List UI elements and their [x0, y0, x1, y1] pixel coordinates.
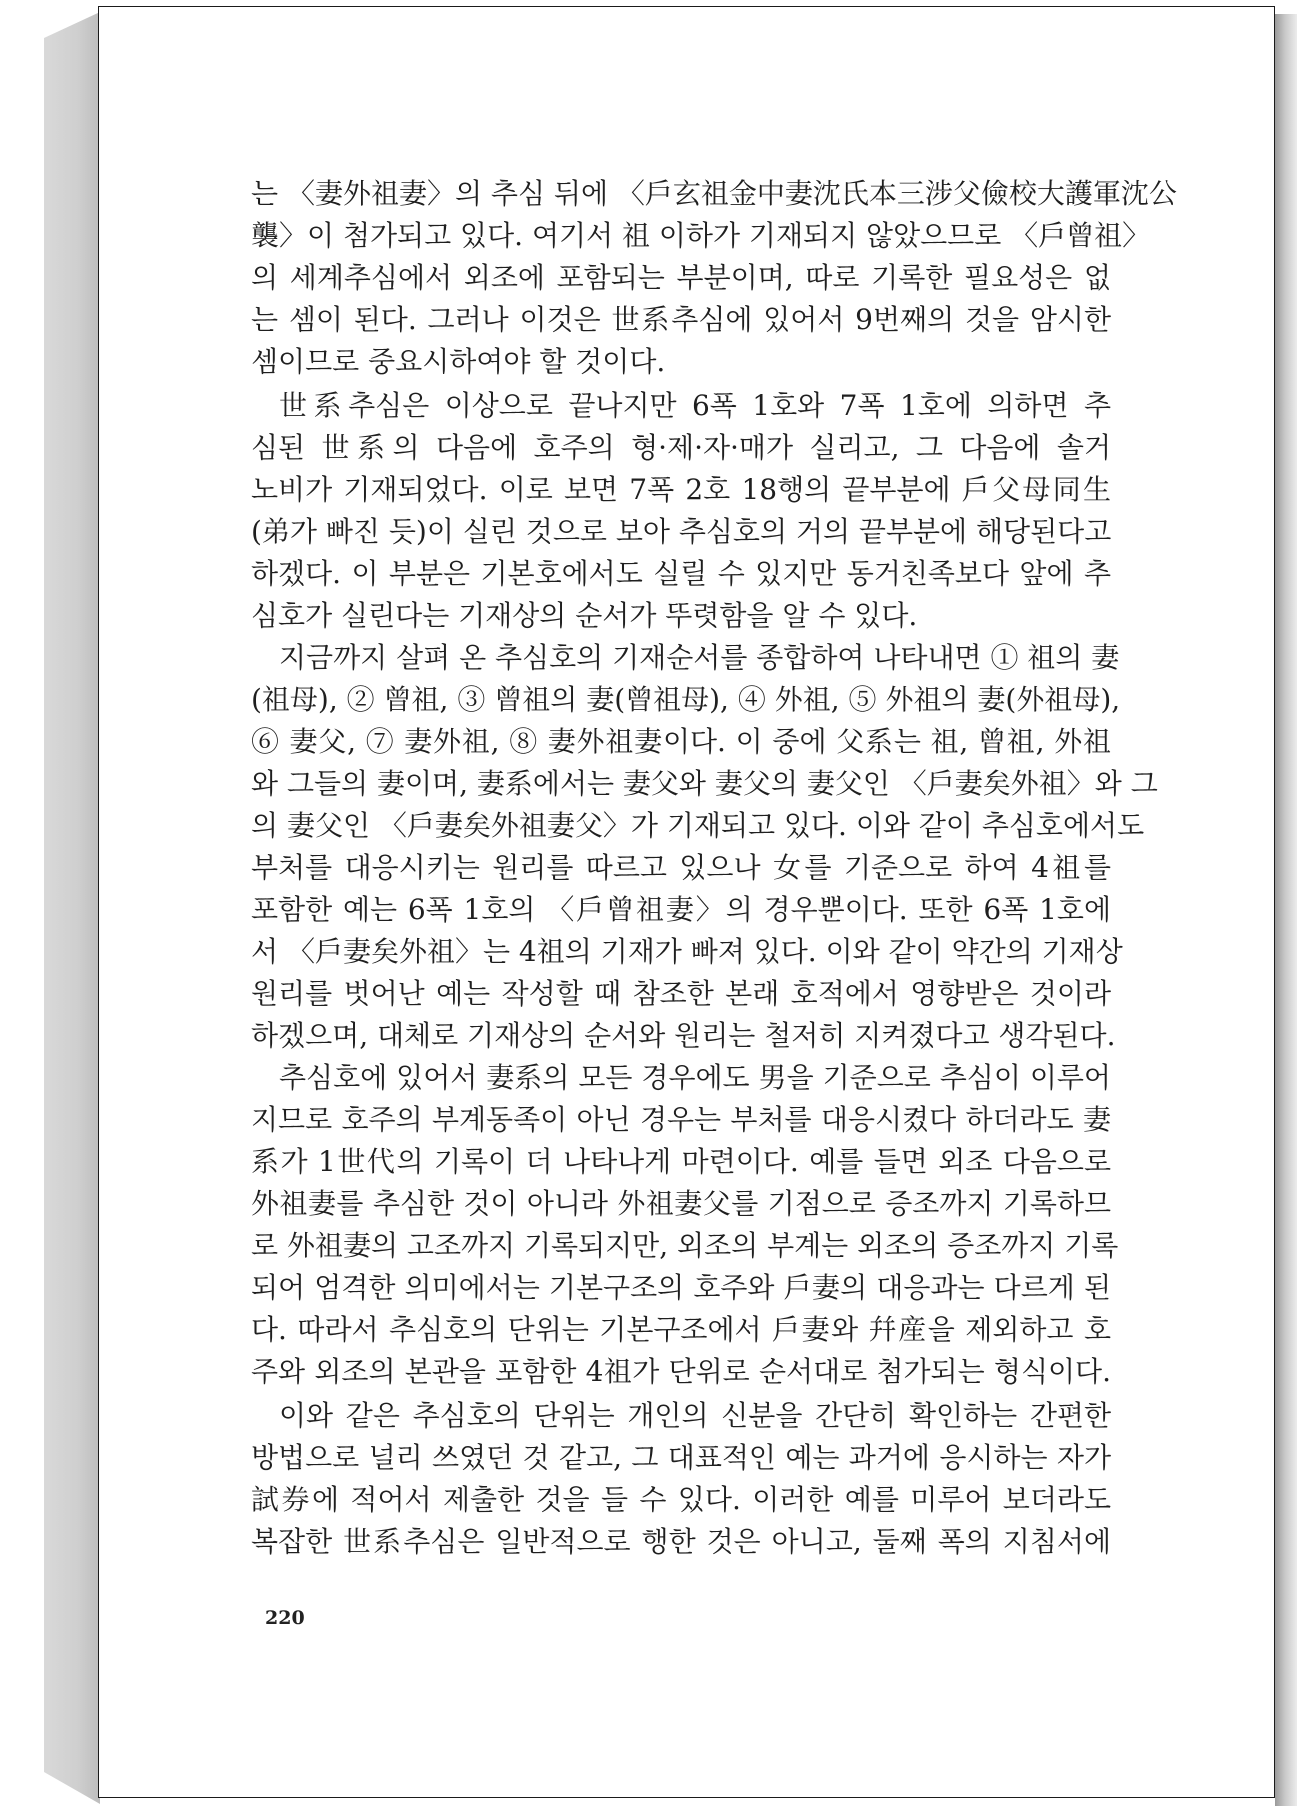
text-line: ⑥ 妻父, ⑦ 妻外祖, ⑧ 妻外祖妻이다. 이 중에 父系는 祖, 曾祖, 外祖: [251, 725, 1111, 758]
text-line: 서 〈戶妻矣外祖〉는 4祖의 기재가 빠져 있다. 이와 같이 약간의 기재상: [251, 935, 1123, 968]
page-number: 220: [265, 1607, 305, 1629]
text-line: 복잡한 世系추심은 일반적으로 행한 것은 아니고, 둘째 폭의 지침서에: [251, 1525, 1111, 1558]
text-line: 방법으로 널리 쓰였던 것 같고, 그 대표적인 예는 과거에 응시하는 자가: [251, 1441, 1111, 1474]
text-line: 되어 엄격한 의미에서는 기본구조의 호주와 戶妻의 대응과는 다르게 된: [251, 1271, 1111, 1304]
text-line: (弟가 빠진 듯)이 실린 것으로 보아 추심호의 거의 끝부분에 해당된다고: [251, 515, 1112, 548]
paragraph-start-line: 지금까지 살펴 온 추심호의 기재순서를 종합하여 나타내면 ① 祖의 妻: [279, 641, 1120, 674]
book-edge-shadow: [1275, 14, 1297, 1806]
text-line: 셈이므로 중요시하여야 할 것이다.: [251, 345, 666, 378]
text-line: 는 〈妻外祖妻〉의 추심 뒤에 〈戶玄祖金中妻沈氏本三涉父儉校大護軍沈公: [251, 177, 1177, 210]
text-line: 심호가 실린다는 기재상의 순서가 뚜렷함을 알 수 있다.: [251, 599, 918, 632]
paragraph-start-line: 世系추심은 이상으로 끝나지만 6폭 1호와 7폭 1호에 의하면 추: [279, 389, 1111, 422]
text-line: 하겠으며, 대체로 기재상의 순서와 원리는 철저히 지켜졌다고 생각된다.: [251, 1019, 1116, 1052]
book-page: [98, 6, 1275, 1798]
text-line: 襲〉이 첨가되고 있다. 여기서 祖 이하가 기재되지 않았으므로 〈戶曾祖〉: [251, 219, 1151, 252]
text-line: 심된 世系의 다음에 호주의 형·제·자·매가 실리고, 그 다음에 솔거: [251, 431, 1111, 464]
book-spine: [44, 12, 100, 1804]
text-line: 하겠다. 이 부분은 기본호에서도 실릴 수 있지만 동거친족보다 앞에 추: [251, 557, 1111, 590]
text-line: 부처를 대응시키는 원리를 따르고 있으나 女를 기준으로 하여 4祖를: [251, 851, 1111, 884]
text-line: 系가 1世代의 기록이 더 나타나게 마련이다. 예를 들면 외조 다음으로: [251, 1145, 1111, 1178]
text-line: 의 妻父인 〈戶妻矣外祖妻父〉가 기재되고 있다. 이와 같이 추심호에서도: [251, 809, 1145, 842]
text-line: 試券에 적어서 제출한 것을 들 수 있다. 이러한 예를 미루어 보더라도: [251, 1483, 1111, 1516]
text-line: 는 셈이 된다. 그러나 이것은 世系추심에 있어서 9번째의 것을 암시한: [251, 303, 1111, 336]
text-line: 지므로 호주의 부계동족이 아닌 경우는 부처를 대응시켰다 하더라도 妻: [251, 1103, 1111, 1136]
paragraph-start-line: 추심호에 있어서 妻系의 모든 경우에도 男을 기준으로 추심이 이루어: [279, 1061, 1111, 1094]
text-line: 주와 외조의 본관을 포함한 4祖가 단위로 순서대로 첨가되는 형식이다.: [251, 1355, 1111, 1388]
paragraph-start-line: 이와 같은 추심호의 단위는 개인의 신분을 간단히 확인하는 간편한: [279, 1399, 1111, 1432]
text-line: 노비가 기재되었다. 이로 보면 7폭 2호 18행의 끝부분에 戶父母同生: [251, 473, 1111, 506]
text-line: 와 그들의 妻이며, 妻系에서는 妻父와 妻父의 妻父인 〈戶妻矣外祖〉와 그: [251, 767, 1158, 800]
text-line: 로 外祖妻의 고조까지 기록되지만, 외조의 부계는 외조의 증조까지 기록: [251, 1229, 1119, 1262]
text-line: (祖母), ② 曾祖, ③ 曾祖의 妻(曾祖母), ④ 外祖, ⑤ 外祖의 妻(外祖母),: [251, 683, 1121, 716]
text-line: 다. 따라서 추심호의 단위는 기본구조에서 戶妻와 幷産을 제외하고 호: [251, 1313, 1111, 1346]
text-line: 원리를 벗어난 예는 작성할 때 참조한 본래 호적에서 영향받은 것이라: [251, 977, 1111, 1010]
text-line: 의 세계추심에서 외조에 포함되는 부분이며, 따로 기록한 필요성은 없: [251, 261, 1111, 294]
text-line: 포함한 예는 6폭 1호의 〈戶曾祖妻〉의 경우뿐이다. 또한 6폭 1호에: [251, 893, 1111, 926]
text-line: 外祖妻를 추심한 것이 아니라 外祖妻父를 기점으로 증조까지 기록하므: [251, 1187, 1111, 1220]
